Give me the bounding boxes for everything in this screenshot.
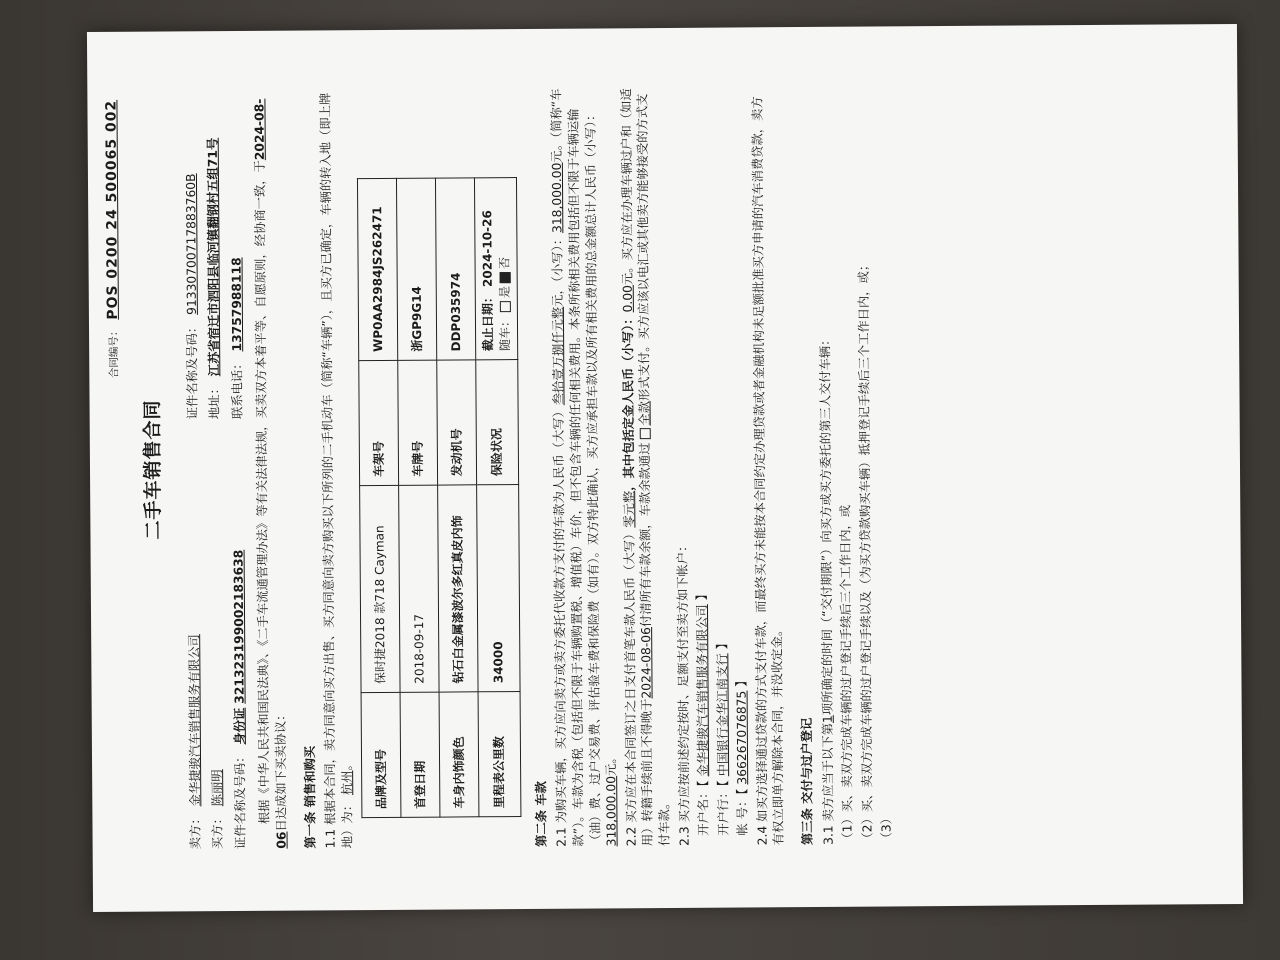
document-title: 二手车销售合同 — [141, 399, 165, 540]
art2-2-text-b: ，其中包括定金人民币（小写）： — [620, 312, 636, 491]
preamble-date: 2024-08-06 — [252, 98, 289, 849]
article-1-1-text: 1.1 根据本合同，卖方同意向买方出售、买方同意向卖方购买以下所列的二手机动车（简称“车辆”），且买方已确定，车辆的转入地（即上牌地）为： — [318, 92, 355, 849]
art2-1-text-d: 元。 — [604, 751, 619, 777]
buyer-id-type: 身份证 — [232, 707, 247, 745]
article-2-2 — [618, 86, 673, 846]
address-label: 地址： — [207, 382, 222, 420]
preamble — [252, 89, 290, 849]
yes-label: 是 — [497, 285, 512, 299]
table-label: 保险状况 — [476, 359, 518, 484]
buyer-name: 陈丽明 — [210, 769, 225, 807]
article-3-1 — [815, 85, 837, 845]
account-bank-label: 开户行： — [715, 786, 731, 836]
table-row — [475, 178, 521, 817]
contract-no-value: POS 0200 24 500065 002 — [103, 99, 121, 320]
table-value: 保时捷2018 款718 Cayman — [360, 485, 400, 692]
paper-sheet — [87, 24, 1243, 912]
table-row — [436, 178, 479, 817]
table-label: 里程表公里数 — [478, 692, 520, 817]
checkbox-checked-icon — [499, 272, 510, 283]
buyer-row — [205, 89, 227, 849]
table-value: 浙GP9G14 — [397, 178, 437, 360]
art2-2-text-d: 付清所有车款余额，车款余款通过 — [638, 442, 654, 628]
insurance-cell — [475, 178, 518, 360]
seller-row — [182, 89, 204, 849]
table-label: 车身内饰颜色 — [439, 692, 479, 817]
preamble-text-a: 根据《中华人民共和国民法典》、《二手车流通管理办法》等有关法律法规，买卖双方本着平等、自愿原则，经协商一致，于 — [253, 160, 272, 825]
art2-2-text-c: 元。买方应在办理车辆过户和（如适用）转籍手续前且不得晚于 — [619, 88, 655, 847]
account-number-row: 帐 号：【 366267076875 】 — [734, 674, 750, 836]
table-value: 钻石白金属漆波尔多红真皮内饰 — [438, 485, 478, 692]
price-upper: 叁拾壹万捌仟元整 — [551, 306, 566, 406]
insurance-follow — [496, 186, 513, 351]
deposit-lower: 0.00 — [620, 285, 635, 313]
art2-2-text-a: 2.2 买方应在本合同签订之日支付首笔车款人民币（大写） — [622, 527, 639, 847]
table-label: 发动机号 — [437, 360, 477, 485]
buyer-label: 买方： — [210, 812, 225, 850]
article-2-1 — [549, 86, 621, 846]
table-label: 车牌号 — [398, 360, 438, 485]
buyer-id-row — [227, 89, 249, 849]
checkbox-icon — [640, 429, 651, 440]
table-row — [358, 178, 401, 817]
price-lower: 318,000.00 — [550, 162, 565, 234]
account-name-row: 开户名：【 金华捷骏汽车销售服务有限公司 】 — [694, 588, 711, 836]
article-3-option-1: （1）买、卖双方完成车辆的过户登记手续后三个工作日内，或 — [838, 504, 855, 845]
article-1-1: 1.1 根据本合同，卖方同意向买方出售、买方同意向卖方购买以下所列的二手机动车（简称“车辆”），且买方已确定，车辆的转入地（即上牌地）为： 杭州。 — [318, 92, 355, 849]
article-3-option-2: （2）买、卖双方完成车辆的过户登记手续以及（为买方贷款购买车辆）抵押登记手续后三个工作日内，或； — [856, 258, 875, 845]
table-value: DDP035974 — [436, 178, 476, 360]
art2-2-text-e: 形式支付。买方应该以电汇或其他卖方能够接受的方式支付车款。 — [635, 93, 672, 847]
contract-document — [92, 24, 1238, 912]
preamble-text-b: 日达成如下买卖协议： — [273, 708, 289, 832]
table-value: 34000 — [477, 484, 520, 691]
insurance-expiry: 截止日期： 2024-10-26 — [480, 210, 496, 352]
buyer-id: 321323199002183638 — [231, 549, 247, 704]
buyer-id-label: 证件名称及号码： — [232, 750, 248, 850]
seller-name: 金华捷骏汽车销售服务有限公司 — [186, 634, 202, 807]
buyer-phone: 13757988118 — [229, 257, 245, 352]
payment-method: 全款 — [637, 400, 653, 426]
seller-label: 卖方： — [188, 812, 203, 850]
contract-no-label: 合同编号： — [107, 325, 121, 379]
table-label: 车架号 — [359, 360, 399, 485]
no-label: 否 — [497, 256, 512, 270]
buyer-address: 江苏省宿迁市泗阳县临河镇翻钢村五组71号 — [205, 137, 222, 377]
account-name: 金华捷骏汽车销售服务有限公司 — [695, 604, 711, 777]
delivery-item: 1 — [820, 715, 835, 724]
seller-id: 91330700717883760B — [183, 173, 199, 315]
vehicle-table — [357, 177, 521, 818]
account-number: 366267076875 — [734, 690, 750, 785]
account-number-label: 帐 号： — [735, 794, 750, 836]
checkbox-icon — [499, 301, 510, 312]
registration-city: 杭州 — [339, 770, 355, 796]
article-1-title: 第一条 销售和购买 — [302, 745, 318, 849]
account-name-label: 开户名： — [696, 786, 711, 836]
article-3-title: 第三条 交付与过户登记 — [799, 717, 815, 846]
account-bank-row: 开户行：【 中国银行金华江南支行 】 — [714, 637, 731, 836]
table-label: 品牌及型号 — [361, 692, 401, 817]
art2-1-text-c: 元。（简称“车款”）。车款为含税（包括但不限于车辆购置税、增值税）车价，但不包含车辆的任何相关费用。本条所称相关费用包括但不限于车辆运输（油）费、过户交易费、评估验车费和保险费（如有）。双方特此确认，买方应承担车款以及所有相关费用的总金额总计人民币（小写）： — [549, 88, 603, 847]
insurance-follow-label: 随车： — [497, 314, 512, 352]
seller-id-label: 证件名称及号码： — [184, 320, 200, 420]
art2-1-text-a: 2.1 为购买车辆，买方应向卖方或卖方委托代收款方支付的车款为人民币（大写） — [551, 405, 570, 847]
art2-1-text-b: 元，（小写）： — [550, 232, 566, 307]
phone-label: 联系电话： — [230, 357, 245, 420]
article-2-3: 2.3 买方应按前述约定按时、足额支付至卖方如下帐户： — [675, 539, 692, 846]
article-3-option-3: （3） — [879, 811, 895, 845]
price-total: 318,000.00 — [604, 775, 619, 847]
table-value: 2018-09-17 — [399, 485, 439, 692]
table-value: WP0AA2984JS262471 — [358, 178, 398, 360]
article-2-title: 第二条 车款 — [533, 781, 549, 847]
deposit-upper: 零元整 — [621, 490, 637, 528]
balance-due-date: 2024-08-06 — [639, 627, 654, 699]
art3-1-text-b: 项所确定的时间（“交付期限”）向买方或买方委托的第三人交付车辆： — [817, 333, 835, 716]
art3-1-text-a: 3.1 卖方应当于以下第 — [820, 722, 836, 845]
table-row — [397, 178, 440, 817]
account-bank: 中国银行金华江南支行 — [714, 653, 730, 777]
article-2-4: 2.4 如买方选择通过贷款的方式支付车款，而最终买方未能按本合同约定办理贷款或者金融机构未足额批准买方申请的汽车消费贷款，卖方有权立即单方解除本合同，并没收定金。 — [750, 96, 787, 846]
contract-number — [102, 100, 123, 378]
table-label: 首登日期 — [400, 692, 440, 817]
